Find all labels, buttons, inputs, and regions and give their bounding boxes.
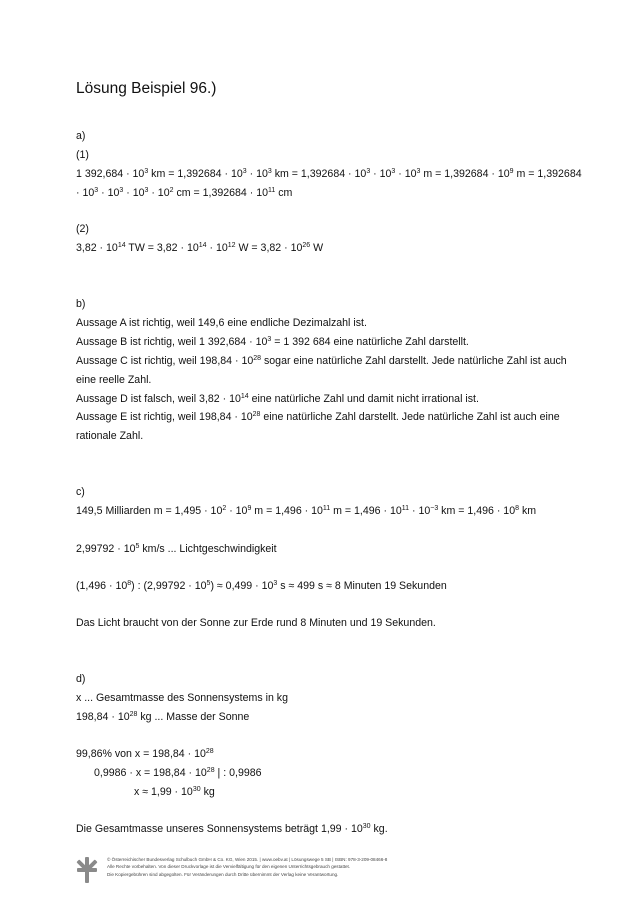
- text-segment: · 10: [370, 168, 392, 180]
- text-segment: Die Gesamtmasse unseres Sonnensystems beträgt 1,99 · 10: [76, 823, 363, 835]
- section-d-line5: [134, 785, 215, 799]
- section-a-part1-line2: [76, 186, 292, 200]
- text-segment: m = 1,392684: [513, 168, 582, 180]
- text-segment: W: [310, 242, 324, 254]
- section-d-line3: [76, 747, 214, 761]
- text-segment: km = 1,392684 · 10: [148, 168, 243, 180]
- text-segment: m = 1,496 · 10: [251, 505, 323, 517]
- footer-line: Alle Rechte vorbehalten. Von dieser Druckvorlage ist die Vervielfältigung für den eigenen Unterrichtsgebrauch gestattet.: [107, 864, 351, 870]
- section-b-line: [76, 410, 560, 424]
- text-segment: Aussage B ist richtig, weil 1 392,684 · 10: [76, 336, 268, 348]
- text-segment: 0,9986 · x = 198,84 · 10: [94, 767, 207, 779]
- section-a-label: a): [76, 130, 86, 142]
- text-segment: ) : (2,99792 · 10: [131, 580, 207, 592]
- exponent: 26: [302, 242, 311, 249]
- section-b-line: [76, 429, 143, 443]
- exponent: 8: [127, 580, 132, 587]
- text-segment: sogar eine natürliche Zahl darstellt. Jede natürliche Zahl ist auch: [261, 355, 567, 367]
- text-segment: W = 3,82 · 10: [235, 242, 303, 254]
- text-segment: 99,86% von x = 198,84 · 10: [76, 748, 206, 760]
- exponent: −3: [430, 505, 439, 512]
- text-segment: Aussage C ist richtig, weil 198,84 · 10: [76, 355, 254, 367]
- text-segment: TW = 3,82 · 10: [125, 242, 199, 254]
- section-b-line: [76, 316, 367, 330]
- text-segment: rationale Zahl.: [76, 430, 144, 442]
- exponent: 9: [509, 168, 514, 175]
- exponent: 28: [205, 748, 214, 755]
- section-d-label: d): [76, 673, 86, 685]
- exponent: 14: [240, 393, 249, 400]
- text-segment: eine natürliche Zahl und damit nicht irrational ist.: [248, 393, 479, 405]
- exponent: 3: [267, 336, 272, 343]
- text-segment: kg.: [370, 823, 388, 835]
- section-c-line3: [76, 579, 447, 593]
- section-d-line1: [76, 691, 288, 705]
- text-segment: km/s ... Lichtgeschwindigkeit: [139, 543, 277, 555]
- exponent: 28: [253, 355, 262, 362]
- text-segment: | : 0,9986: [214, 767, 262, 779]
- section-b-line: [76, 354, 567, 368]
- exponent: 2: [169, 187, 174, 194]
- section-d-conclusion: [76, 822, 388, 836]
- section-a-part1-label: (1): [76, 149, 89, 161]
- text-segment: s ≈ 499 s ≈ 8 Minuten 19 Sekunden: [277, 580, 447, 592]
- exponent: 14: [117, 242, 126, 249]
- text-segment: km = 1,392684 · 10: [271, 168, 367, 180]
- footer-line: © Österreichischer Bundesverlag Schulbuch GmbH & Co. KG, Wien 2015. | www.oebv.at | Lösungswege 5 SB | ISBN: 978-3-209-08466-8: [107, 857, 388, 862]
- footer-copyright: [107, 856, 387, 878]
- exponent: 3: [391, 168, 396, 175]
- section-b-line: [76, 335, 469, 349]
- exponent: 3: [267, 168, 272, 175]
- text-segment: eine reelle Zahl.: [76, 374, 152, 386]
- text-segment: · 10: [206, 242, 228, 254]
- exponent: 3: [273, 580, 278, 587]
- text-segment: · 10: [148, 187, 170, 199]
- exponent: 5: [206, 580, 211, 587]
- text-segment: km: [519, 505, 537, 517]
- exponent: 3: [416, 168, 421, 175]
- section-c-line1: [76, 504, 536, 518]
- text-segment: kg ... Masse der Sonne: [137, 711, 250, 723]
- text-segment: Das Licht braucht von der Sonne zur Erde rund 8 Minuten und 19 Sekunden.: [76, 617, 436, 629]
- text-segment: · 10: [246, 168, 268, 180]
- exponent: 5: [135, 543, 140, 550]
- section-c-line2: [76, 542, 277, 556]
- text-segment: eine natürliche Zahl darstellt. Jede natürliche Zahl ist auch eine: [260, 411, 560, 423]
- section-d-line4: [94, 766, 262, 780]
- exponent: 28: [252, 411, 261, 418]
- text-segment: Aussage E ist richtig, weil 198,84 · 10: [76, 411, 253, 423]
- exponent: 14: [198, 242, 207, 249]
- text-segment: x ... Gesamtmasse des Sonnensystems in kg: [76, 692, 288, 704]
- exponent: 3: [144, 168, 149, 175]
- text-segment: · 10: [409, 505, 431, 517]
- page-title: Lösung Beispiel 96.): [76, 80, 217, 97]
- text-segment: · 10: [123, 187, 145, 199]
- text-segment: m = 1,496 · 10: [330, 505, 402, 517]
- text-segment: cm: [275, 187, 293, 199]
- section-c-line4: [76, 616, 436, 630]
- exponent: 12: [227, 242, 236, 249]
- text-segment: 198,84 · 10: [76, 711, 130, 723]
- section-a-part2-label: (2): [76, 223, 89, 235]
- text-segment: · 10: [98, 187, 120, 199]
- footer-line: Die Kopiergebühren sind abgegolten. Für Veränderungen durch Dritte übernimmt der Verlag keine Verantwortung.: [107, 871, 339, 877]
- section-c-label: c): [76, 486, 85, 498]
- exponent: 11: [322, 505, 331, 512]
- exponent: 30: [192, 786, 201, 793]
- text-segment: km = 1,496 · 10: [438, 505, 516, 517]
- section-a-part1-line1: [76, 167, 582, 181]
- section-b-label: b): [76, 298, 86, 310]
- publisher-logo-icon: [76, 855, 98, 885]
- text-segment: · 10: [76, 187, 95, 199]
- exponent: 3: [94, 187, 99, 194]
- exponent: 28: [206, 767, 215, 774]
- exponent: 28: [129, 711, 138, 718]
- section-b-line: [76, 373, 151, 387]
- text-segment: 149,5 Milliarden m = 1,495 · 10: [76, 505, 223, 517]
- exponent: 9: [247, 505, 252, 512]
- exponent: 2: [222, 505, 227, 512]
- section-b-line: [76, 392, 479, 406]
- page-footer: [76, 855, 576, 885]
- text-segment: cm = 1,392684 · 10: [173, 187, 269, 199]
- text-segment: 2,99792 · 10: [76, 543, 136, 555]
- text-segment: = 1 392 684 eine natürliche Zahl darstellt.: [271, 336, 469, 348]
- text-segment: 3,82 · 10: [76, 242, 118, 254]
- text-segment: · 10: [226, 505, 248, 517]
- exponent: 3: [119, 187, 124, 194]
- text-segment: ) ≈ 0,499 · 10: [210, 580, 274, 592]
- text-segment: 1 392,684 · 10: [76, 168, 145, 180]
- exponent: 3: [144, 187, 149, 194]
- exponent: 30: [362, 823, 371, 830]
- text-segment: kg: [200, 786, 215, 798]
- exponent: 11: [268, 187, 276, 194]
- text-segment: Aussage A ist richtig, weil 149,6 eine endliche Dezimalzahl ist.: [76, 317, 367, 329]
- exponent: 3: [366, 168, 371, 175]
- exponent: 11: [401, 505, 410, 512]
- text-segment: (1,496 · 10: [76, 580, 128, 592]
- section-d-line2: [76, 710, 249, 724]
- exponent: 8: [515, 505, 519, 512]
- exponent: 3: [242, 168, 247, 175]
- text-segment: m = 1,392684 · 10: [420, 168, 510, 180]
- text-segment: x ≈ 1,99 · 10: [134, 786, 193, 798]
- text-segment: · 10: [395, 168, 417, 180]
- section-a-part2-line: [76, 241, 323, 255]
- text-segment: Aussage D ist falsch, weil 3,82 · 10: [76, 393, 241, 405]
